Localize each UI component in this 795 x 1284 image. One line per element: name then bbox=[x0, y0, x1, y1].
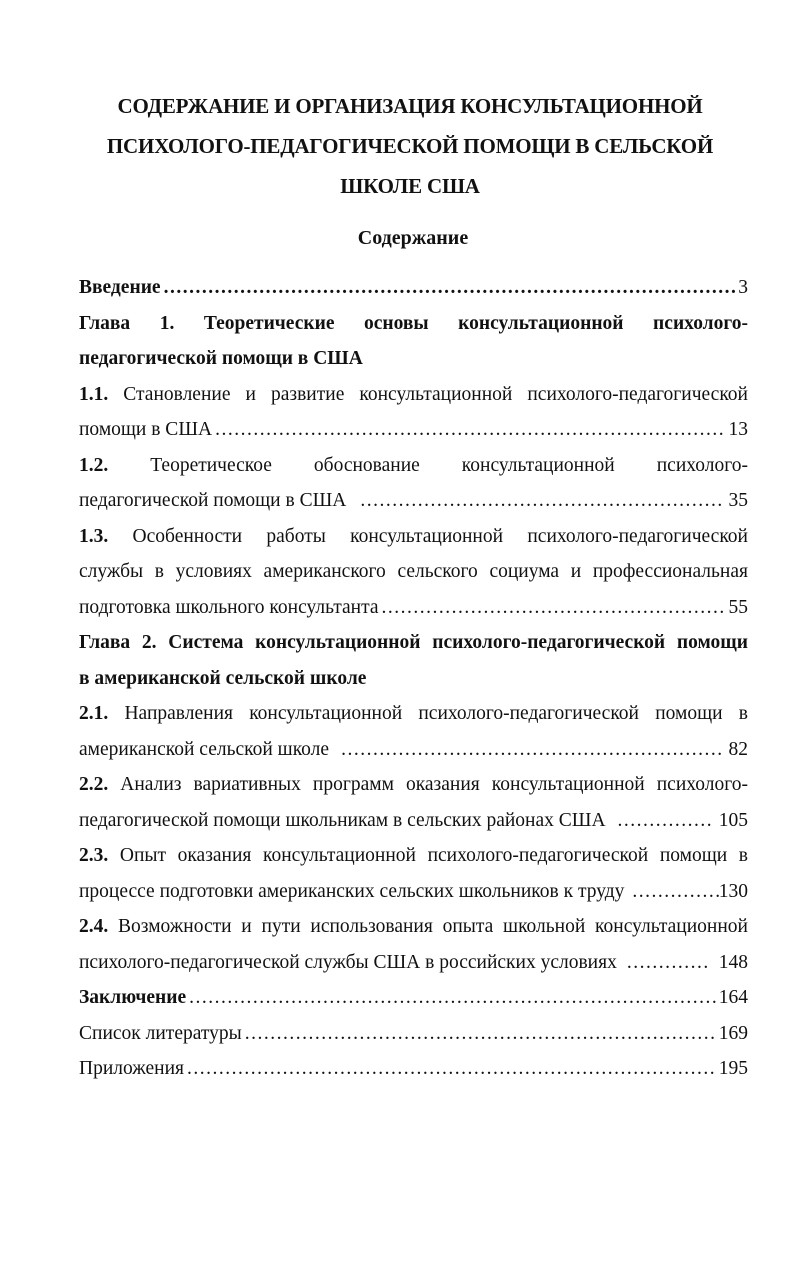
leader-dots bbox=[618, 803, 711, 839]
toc-section-2-4-line-1 bbox=[79, 909, 748, 945]
chapter-1-text-cont: педагогической помощи в США bbox=[79, 348, 363, 369]
title-line-3: ШКОЛЕ США bbox=[340, 174, 480, 198]
toc-page-number: 195 bbox=[718, 1058, 748, 1079]
chapter-1-text: Глава 1. Теоретические основы консультационной психолого- bbox=[79, 312, 748, 334]
toc-page-number: 55 bbox=[728, 596, 748, 618]
section-text: Возможности и пути использования опыта школьной консультационной bbox=[108, 916, 748, 937]
section-text-cont: психолого-педагогической службы США в российских условиях bbox=[79, 951, 617, 973]
leader-dots bbox=[341, 732, 720, 768]
toc-section-1-2-line-1 bbox=[79, 448, 748, 484]
leader-dots bbox=[164, 270, 736, 306]
toc-chapter-2-line-1 bbox=[79, 625, 748, 661]
toc-section-2-3-line-2 bbox=[79, 874, 748, 910]
toc-page-number: 130 bbox=[718, 880, 748, 902]
toc-page-number: 148 bbox=[718, 951, 748, 973]
toc-chapter-1-line-1 bbox=[79, 306, 748, 342]
section-text-cont: американской сельской школе bbox=[79, 738, 330, 760]
toc-page-number: 169 bbox=[718, 1022, 748, 1044]
section-text-cont: службы в условиях американского сельского социума и профессиональная bbox=[79, 561, 748, 582]
toc-page-number: 105 bbox=[718, 809, 748, 831]
title-line-2: ПСИХОЛОГО-ПЕДАГОГИЧЕСКОЙ ПОМОЩИ В СЕЛЬСКОЙ bbox=[106, 134, 714, 158]
toc-page-number: 13 bbox=[728, 419, 748, 440]
toc-heading: Содержание bbox=[357, 227, 469, 249]
leader-dots bbox=[189, 980, 716, 1016]
toc-section-1-1-line-1 bbox=[79, 377, 748, 413]
toc-section-1-3-line-1 bbox=[79, 519, 748, 555]
toc-section-2-4-line-2 bbox=[79, 945, 748, 981]
section-number: 1.2. bbox=[79, 454, 109, 476]
toc-entry-label: Заключение bbox=[79, 987, 187, 1008]
section-text-cont: подготовка школьного консультанта bbox=[79, 596, 379, 618]
section-number: 2.1. bbox=[79, 703, 109, 724]
toc-section-2-1-line-2 bbox=[79, 732, 748, 768]
toc-page-number: 82 bbox=[728, 738, 748, 760]
toc-entry-conclusion bbox=[79, 980, 748, 1016]
toc-page-number: 35 bbox=[728, 490, 748, 511]
toc-page-number: 3 bbox=[738, 277, 748, 298]
section-number: 2.4. bbox=[79, 916, 109, 937]
toc-entry-label: Введение bbox=[79, 277, 161, 298]
toc-page-number: 164 bbox=[718, 987, 748, 1008]
table-of-contents bbox=[79, 270, 748, 1087]
section-text: Анализ вариативных программ оказания консультационной психолого- bbox=[108, 774, 748, 795]
toc-section-1-3-line-2 bbox=[79, 554, 748, 590]
section-number: 2.3. bbox=[79, 845, 109, 866]
section-text: Становление и развитие консультационной психолого-педагогической bbox=[108, 383, 748, 405]
leader-dots bbox=[245, 1016, 716, 1052]
leader-dots bbox=[627, 945, 711, 981]
leader-dots bbox=[187, 1051, 716, 1087]
toc-entry-references bbox=[79, 1016, 748, 1052]
toc-entry-label: Список литературы bbox=[79, 1022, 242, 1044]
section-text-cont: педагогической помощи школьникам в сельских районах США bbox=[79, 809, 606, 831]
leader-dots bbox=[382, 590, 726, 626]
toc-entry-label: Приложения bbox=[79, 1058, 184, 1079]
toc-entry-introduction bbox=[79, 270, 748, 306]
toc-chapter-2-line-2 bbox=[79, 661, 748, 697]
leader-dots bbox=[360, 483, 720, 519]
leader-dots bbox=[632, 874, 718, 910]
document-title bbox=[60, 86, 760, 206]
section-number: 2.2. bbox=[79, 774, 109, 795]
section-text: Направления консультационной психолого-педагогической помощи в bbox=[108, 703, 748, 724]
section-text: Особенности работы консультационной психолого-педагогической bbox=[108, 525, 748, 547]
toc-section-2-3-line-1 bbox=[79, 838, 748, 874]
toc-section-2-2-line-2 bbox=[79, 803, 748, 839]
section-number: 1.3. bbox=[79, 525, 109, 547]
section-text-cont: процессе подготовки американских сельских школьников к труду bbox=[79, 880, 625, 902]
section-text: Теоретическое обоснование консультационной психолого- bbox=[108, 454, 748, 476]
toc-section-2-1-line-1 bbox=[79, 696, 748, 732]
toc-chapter-1-line-2 bbox=[79, 341, 748, 377]
toc-section-2-2-line-1 bbox=[79, 767, 748, 803]
toc-section-1-2-line-2 bbox=[79, 483, 748, 519]
section-number: 1.1. bbox=[79, 383, 109, 405]
section-text: Опыт оказания консультационной психолого-педагогической помощи в bbox=[108, 845, 748, 866]
section-text-cont: педагогической помощи в США bbox=[79, 490, 347, 511]
toc-section-1-3-line-3 bbox=[79, 590, 748, 626]
chapter-2-text: Глава 2. Система консультационной психолого-педагогической помощи bbox=[79, 632, 748, 653]
chapter-2-text-cont: в американской сельской школе bbox=[79, 667, 367, 689]
section-text-cont: помощи в США bbox=[79, 419, 213, 440]
title-line-1: СОДЕРЖАНИЕ И ОРГАНИЗАЦИЯ КОНСУЛЬТАЦИОННОЙ bbox=[117, 94, 703, 118]
leader-dots bbox=[215, 412, 725, 448]
toc-section-1-1-line-2 bbox=[79, 412, 748, 448]
toc-entry-appendices bbox=[79, 1051, 748, 1087]
